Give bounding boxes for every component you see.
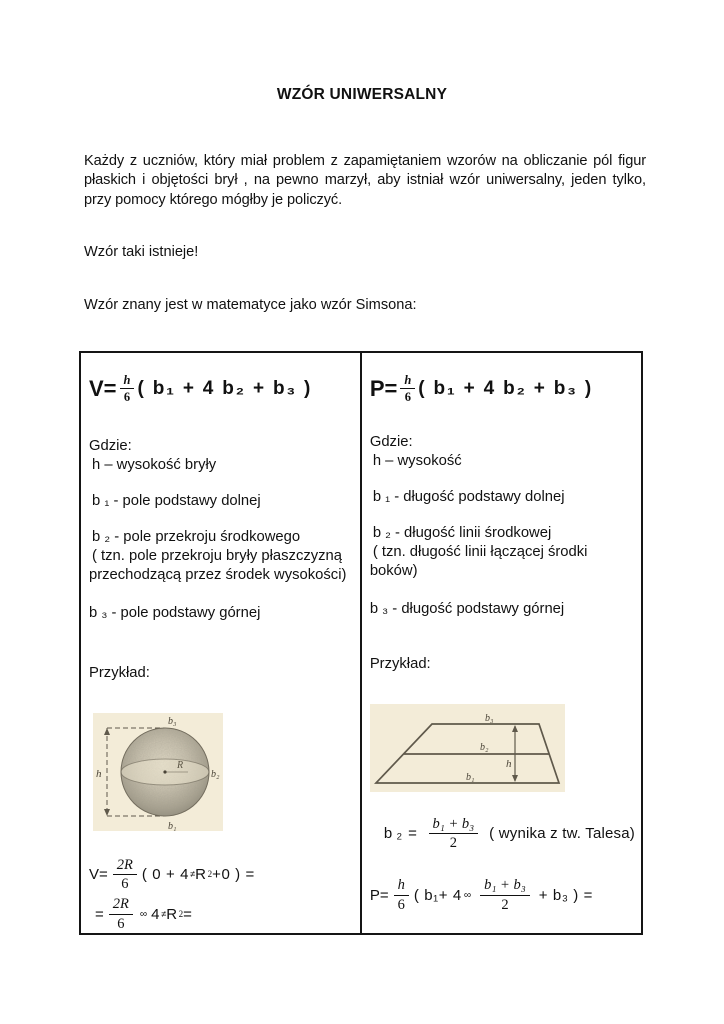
perimeter-formula-rhs: ( b₁ + 4 b₂ + b₃ ) <box>418 377 593 399</box>
volume-column <box>81 353 362 933</box>
b3-definition: b ₃ - pole podstawy górnej <box>89 605 261 621</box>
example-label: Przykład: <box>369 656 431 672</box>
multiply-glyph: ∞ <box>139 908 148 920</box>
statement-formula-exists: Wzór taki istnieje! <box>84 244 199 260</box>
fraction-2R-over-6: $\frac{2R}{6}$ <box>113 857 137 892</box>
sphere-radius-label: R <box>177 760 184 771</box>
squared-glyph: 2 <box>178 908 184 919</box>
b1-definition: b ₁ - długość podstawy dolnej <box>372 489 565 505</box>
fraction-b1-plus-b3-over-2: $\frac{\text{b₁ + b₃}}{2}$ <box>480 877 530 912</box>
sphere-label-b2: b₂ <box>211 769 220 780</box>
b1-definition: b ₁ - pole podstawy dolnej <box>92 493 261 509</box>
fraction-h-over-6: $\frac{h}{6}$ <box>394 877 409 912</box>
b2-definition: b ₂ - pole przekroju środkowego <box>92 529 301 545</box>
sphere-label-b3: b₃ <box>168 716 177 727</box>
perimeter-formula-lhs: P= <box>369 375 398 401</box>
perimeter-formula <box>370 365 635 411</box>
trapezoid-figure <box>370 704 565 792</box>
fraction-2R-over-6: $\frac{2R}{6}$ <box>109 896 133 931</box>
pi-glyph: ≠ <box>161 908 167 919</box>
volume-calculation-line1: V= $\frac{2R}{6}$ ( 0 + 4 ≠ R 2 +0 ) = <box>89 857 255 893</box>
volume-formula <box>89 365 354 411</box>
where-label: Gdzie: <box>369 434 413 450</box>
sphere-height-label: h <box>96 768 102 780</box>
b2-definition: b ₂ - długość linii środkowej <box>372 525 552 541</box>
trapezoid-label-b1: b₁ <box>465 772 475 783</box>
where-label: Gdzie: <box>89 438 132 454</box>
h-definition: h – wysokość bryły <box>92 457 217 473</box>
volume-formula-lhs: V= <box>89 375 117 401</box>
thales-note: ( wynika z tw. Talesa) <box>489 825 635 843</box>
midline-formula: b ₂ = $\frac{\text{b₁ + b₃}}{2}$ ( wynika z tw. Talesa) <box>383 816 635 852</box>
b2-note-line2: boków) <box>369 563 418 579</box>
formula-table <box>79 351 643 935</box>
fraction-b1-plus-b3-over-2: $\frac{\text{b₁ + b₃}}{2}$ <box>429 816 479 851</box>
b2-note-line2: przechodzącą przez środek wysokości) <box>89 567 347 583</box>
pi-glyph: ≠ <box>190 869 196 880</box>
b2-note-line1: ( tzn. długość linii łączącej środki <box>372 544 588 560</box>
statement-simpson-formula: Wzór znany jest w matematyce jako wzór Simsona: <box>84 297 417 313</box>
squared-glyph: 2 <box>207 869 213 880</box>
multiply-glyph: ∞ <box>463 889 472 901</box>
example-label: Przykład: <box>89 665 150 681</box>
volume-formula-rhs: ( b₁ + 4 b₂ + b₃ ) <box>137 377 313 399</box>
volume-calculation-line2: = $\frac{2R}{6}$ ∞ 4 ≠ R 2 = <box>95 896 193 932</box>
trapezoid-label-b2: b₂ <box>479 742 489 753</box>
perimeter-column <box>362 353 641 933</box>
fraction-h-over-6: $\frac{h}{6}$ <box>400 373 415 404</box>
trapezoid-label-b3: b₃ <box>484 713 494 724</box>
sphere-center-dot <box>163 770 166 773</box>
trapezoid-height-label: h <box>505 758 512 770</box>
h-definition: h – wysokość <box>372 453 462 469</box>
fraction-h-over-6: $\frac{h}{6}$ <box>120 373 135 404</box>
b2-note-line1: ( tzn. pole przekroju bryły płaszczyzną <box>92 548 343 564</box>
sphere-figure <box>93 713 223 831</box>
b3-definition: b ₃ - długość podstawy górnej <box>369 601 565 617</box>
sphere-label-b1: b₁ <box>168 821 177 831</box>
perimeter-calculation: P= $\frac{h}{6}$ ( b₁+ 4 ∞ $\frac{\text{b₁ + b₃}}{2}$ + b₃ ) = <box>369 877 594 913</box>
intro-paragraph: Każdy z uczniów, który miał problem z zapamiętaniem wzorów na obliczanie pól figur płaskich i objętości brył , na pewno marzył, aby istniał wzór uniwersalny, jeden tylko, przy pomocy którego mógłby je policzyć. <box>84 153 646 208</box>
page-title: WZÓR UNIWERSALNY <box>276 86 448 103</box>
